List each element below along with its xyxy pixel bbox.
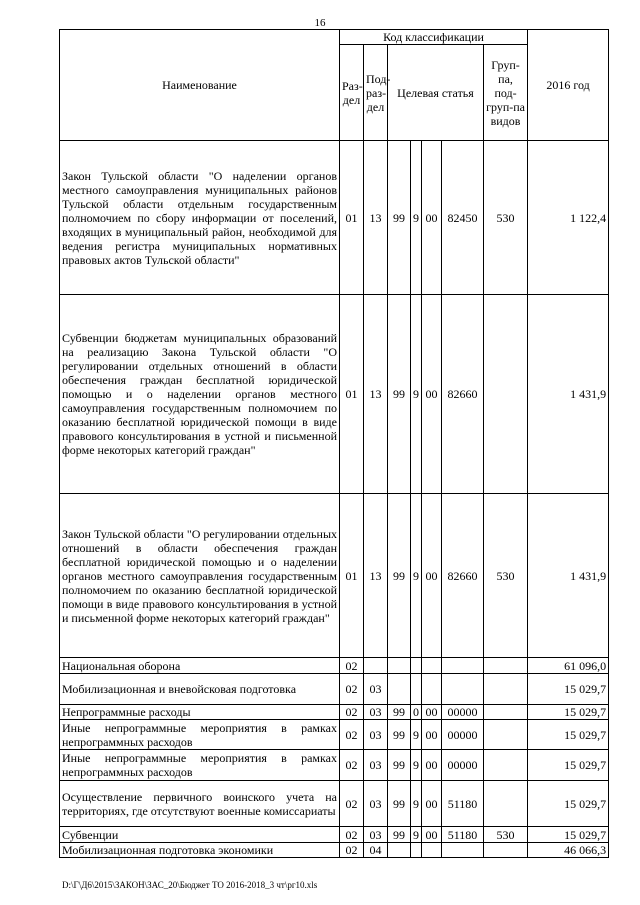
table-row xyxy=(60,674,609,705)
row-sum: 15 029,7 xyxy=(528,674,609,705)
row-target-subdirection: 00 xyxy=(422,750,442,781)
row-target-direction xyxy=(411,658,422,674)
row-podrazdel: 03 xyxy=(364,827,388,843)
row-target-direction: 9 xyxy=(411,720,422,750)
row-group xyxy=(484,750,528,781)
header-year: 2016 год xyxy=(528,30,609,141)
row-razdel: 01 xyxy=(340,295,364,494)
row-target-program: 99 xyxy=(388,781,411,827)
header-razdel: Раз-дел xyxy=(340,45,364,141)
row-target-subdirection: 00 xyxy=(422,141,442,295)
row-podrazdel: 03 xyxy=(364,781,388,827)
row-target-code: 51180 xyxy=(442,781,484,827)
row-sum: 15 029,7 xyxy=(528,720,609,750)
row-group: 530 xyxy=(484,494,528,658)
row-target-program: 99 xyxy=(388,141,411,295)
table-row xyxy=(60,720,609,750)
row-target-code: 00000 xyxy=(442,720,484,750)
row-sum: 15 029,7 xyxy=(528,705,609,720)
row-group: 530 xyxy=(484,827,528,843)
row-target-direction: 9 xyxy=(411,781,422,827)
header-name: Наименование xyxy=(60,30,340,141)
row-name: Субвенции xyxy=(60,827,340,843)
row-name: Национальная оборона xyxy=(60,658,340,674)
row-target-direction xyxy=(411,843,422,858)
row-target-subdirection: 00 xyxy=(422,494,442,658)
row-target-subdirection: 00 xyxy=(422,781,442,827)
row-target-subdirection: 00 xyxy=(422,705,442,720)
row-name: Закон Тульской области "О наделении органов местного самоуправления муниципальных районов Тульской области отдельным государственным полномочием по сбору информации от поселений, входящих в муниципальный район, необходимой для ведения регистра муниципальных нормативных правовых актов Тульской области" xyxy=(60,141,340,295)
row-name: Непрограммные расходы xyxy=(60,705,340,720)
row-sum: 61 096,0 xyxy=(528,658,609,674)
row-target-subdirection xyxy=(422,843,442,858)
table-row xyxy=(60,295,609,494)
row-target-program xyxy=(388,843,411,858)
row-group xyxy=(484,720,528,750)
row-podrazdel: 03 xyxy=(364,750,388,781)
table-row xyxy=(60,658,609,674)
file-path-footer: D:\Г\Д6\2015\ЗАКОН\ЗАС_20\Бюджет ТО 2016-2018_3 чт\рг10.xls xyxy=(62,880,318,890)
row-razdel: 01 xyxy=(340,494,364,658)
row-group xyxy=(484,295,528,494)
row-target-program xyxy=(388,674,411,705)
row-target-code: 82450 xyxy=(442,141,484,295)
row-target-code: 00000 xyxy=(442,750,484,781)
row-podrazdel: 13 xyxy=(364,141,388,295)
row-name: Закон Тульской области "О регулировании отдельных отношений в области обеспечения граждан бесплатной юридической помощью и о наделении органов местного самоуправления государственным полномочием по оказанию бесплатной юридической помощи в виде правового консультирования в устной и письменной форме некоторых категорий граждан" xyxy=(60,494,340,658)
row-razdel: 02 xyxy=(340,720,364,750)
page-number: 16 xyxy=(314,17,326,29)
header-code: Код классификации xyxy=(340,30,528,45)
row-target-direction: 9 xyxy=(411,141,422,295)
row-target-program xyxy=(388,658,411,674)
row-target-program: 99 xyxy=(388,705,411,720)
table-row xyxy=(60,750,609,781)
row-razdel: 02 xyxy=(340,781,364,827)
row-name: Мобилизационная подготовка экономики xyxy=(60,843,340,858)
row-name: Субвенции бюджетам муниципальных образований на реализацию Закона Тульской области "О регулировании отдельных отношений в области обеспечения граждан бесплатной юридической помощью и о наделении органов местного самоуправления государственным полномочием по оказанию бесплатной юридической помощи в виде правового консультирования в устной и письменной форме некоторых категорий граждан" xyxy=(60,295,340,494)
row-razdel: 02 xyxy=(340,827,364,843)
row-podrazdel: 03 xyxy=(364,674,388,705)
row-sum: 15 029,7 xyxy=(528,750,609,781)
row-target-program: 99 xyxy=(388,720,411,750)
table-row xyxy=(60,843,609,858)
row-target-direction: 9 xyxy=(411,295,422,494)
row-target-subdirection: 00 xyxy=(422,295,442,494)
table-row xyxy=(60,494,609,658)
row-target-code: 00000 xyxy=(442,705,484,720)
row-target-program: 99 xyxy=(388,750,411,781)
row-sum: 1 431,9 xyxy=(528,295,609,494)
row-podrazdel: 04 xyxy=(364,843,388,858)
table-row xyxy=(60,705,609,720)
row-podrazdel: 13 xyxy=(364,295,388,494)
row-sum: 15 029,7 xyxy=(528,827,609,843)
row-group xyxy=(484,674,528,705)
row-name: Мобилизационная и вневойсковая подготовка xyxy=(60,674,340,705)
row-razdel: 02 xyxy=(340,843,364,858)
row-target-code: 82660 xyxy=(442,295,484,494)
row-group: 530 xyxy=(484,141,528,295)
row-target-direction: 9 xyxy=(411,494,422,658)
row-target-subdirection: 00 xyxy=(422,720,442,750)
table-row xyxy=(60,781,609,827)
row-target-direction: 0 xyxy=(411,705,422,720)
row-target-code: 51180 xyxy=(442,827,484,843)
header-target: Целевая статья xyxy=(388,45,484,141)
header-podrazdel: Под-раз-дел xyxy=(364,45,388,141)
row-name: Иные непрограммные мероприятия в рамках непрограммных расходов xyxy=(60,720,340,750)
row-razdel: 02 xyxy=(340,658,364,674)
table-row xyxy=(60,827,609,843)
row-sum: 46 066,3 xyxy=(528,843,609,858)
row-group xyxy=(484,658,528,674)
row-group xyxy=(484,843,528,858)
row-target-subdirection: 00 xyxy=(422,827,442,843)
row-name: Иные непрограммные мероприятия в рамках непрограммных расходов xyxy=(60,750,340,781)
row-target-subdirection xyxy=(422,674,442,705)
row-target-code xyxy=(442,843,484,858)
row-podrazdel: 03 xyxy=(364,705,388,720)
row-sum: 1 431,9 xyxy=(528,494,609,658)
row-target-code xyxy=(442,658,484,674)
row-group xyxy=(484,705,528,720)
row-podrazdel: 03 xyxy=(364,720,388,750)
row-group xyxy=(484,781,528,827)
row-target-direction: 9 xyxy=(411,750,422,781)
row-razdel: 02 xyxy=(340,705,364,720)
row-target-direction xyxy=(411,674,422,705)
row-target-program: 99 xyxy=(388,827,411,843)
row-target-code xyxy=(442,674,484,705)
row-razdel: 01 xyxy=(340,141,364,295)
row-podrazdel xyxy=(364,658,388,674)
row-target-direction: 9 xyxy=(411,827,422,843)
budget-table xyxy=(59,29,609,858)
row-target-code: 82660 xyxy=(442,494,484,658)
row-target-program: 99 xyxy=(388,295,411,494)
row-target-program: 99 xyxy=(388,494,411,658)
row-name: Осуществление первичного воинского учета на территориях, где отсутствуют военные комиссариаты xyxy=(60,781,340,827)
row-razdel: 02 xyxy=(340,674,364,705)
row-sum: 15 029,7 xyxy=(528,781,609,827)
row-target-subdirection xyxy=(422,658,442,674)
header-group: Груп-па, под-груп-па видов xyxy=(484,45,528,141)
row-sum: 1 122,4 xyxy=(528,141,609,295)
row-razdel: 02 xyxy=(340,750,364,781)
table-row xyxy=(60,141,609,295)
row-podrazdel: 13 xyxy=(364,494,388,658)
